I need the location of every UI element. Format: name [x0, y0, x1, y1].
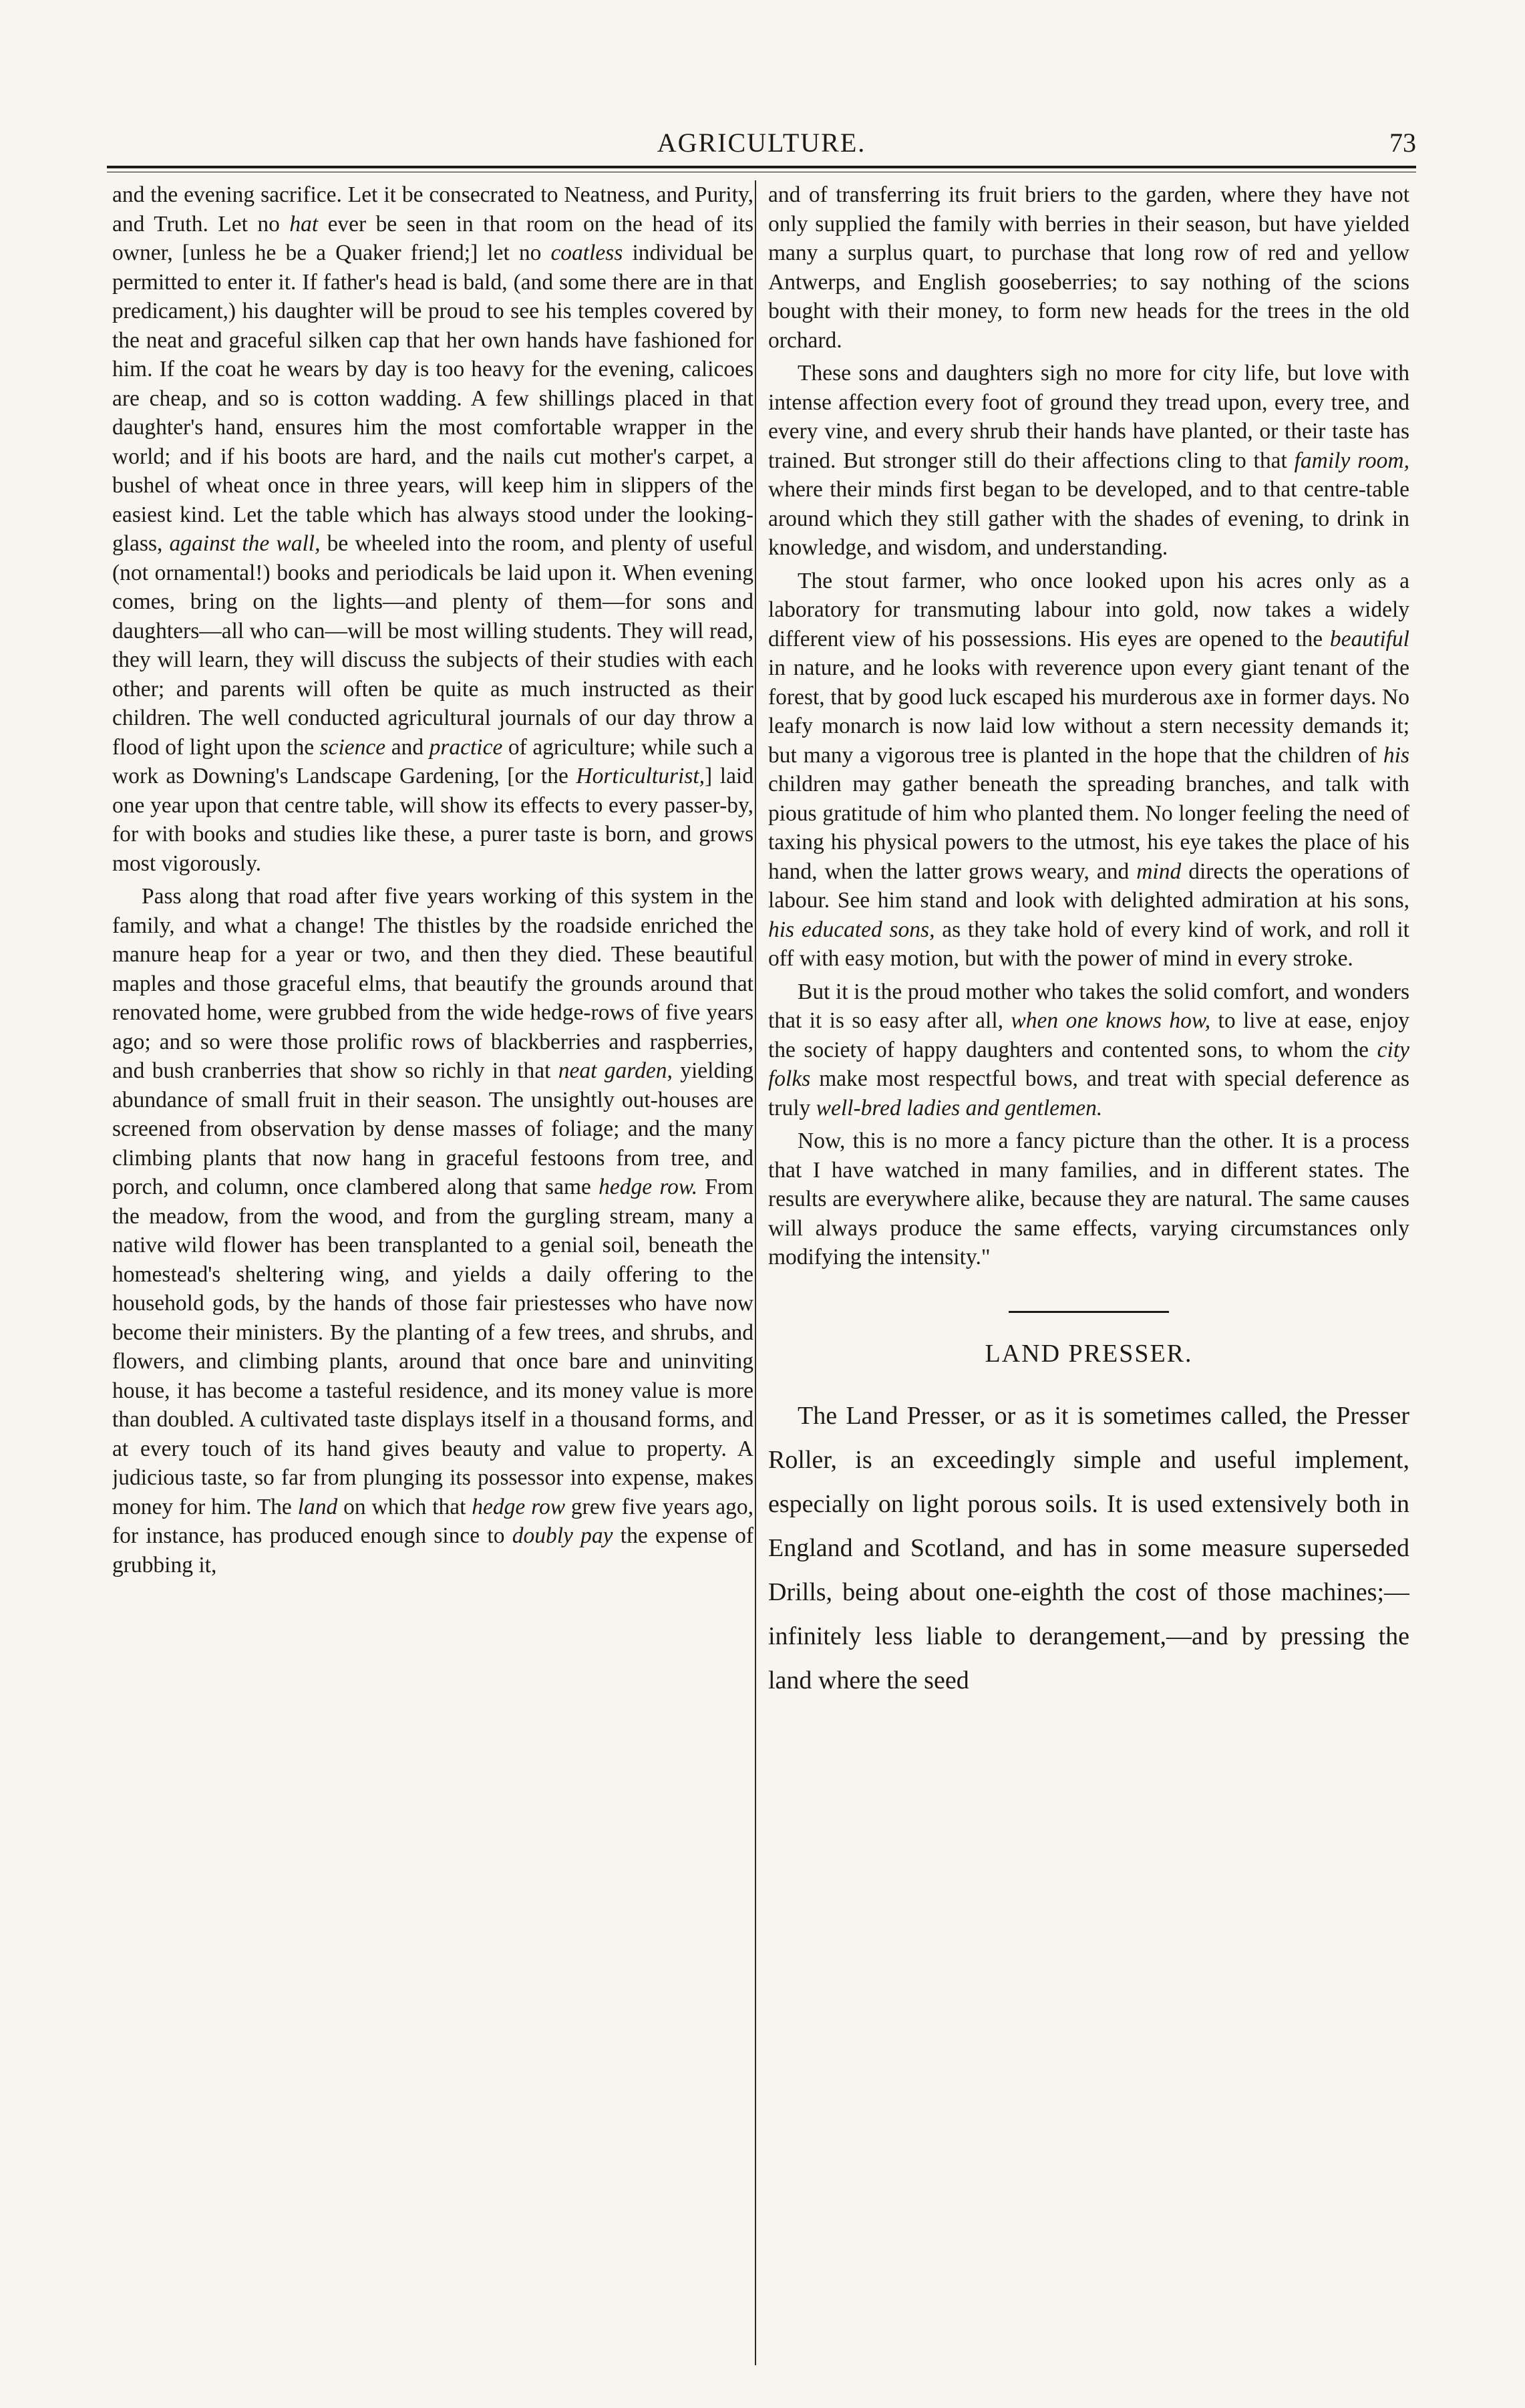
text-run: The Land Presser, or as it is sometimes called, the Presser Roller, is an exceedingly simple and useful implement, especially on light porous soils. It is used extensively both in England and Scotland, and has in some measure superseded Drills, being about one-eighth the cost of those machines;—infinitely less liable to derangement,—and by pressing the land where the seed — [768, 1402, 1409, 1694]
text-run: the expense of grubbing it, — [112, 1523, 753, 1577]
paragraph — [768, 1394, 1409, 1702]
italic-run: city folks — [768, 1037, 1409, 1091]
text-run: and of transferring its fruit briers to the garden, where they have not only supplied the family with berries in their season, but have yielded many a surplus quart, to purchase that long row of red and yellow Antwerps, and English gooseberries; to say nothing of the scions bought with their money, to form new heads for the trees in the old orchard. — [768, 182, 1409, 353]
text-run: These sons and daughters sigh no more for city life, but love with intense affection every foot of ground they tread upon, every tree, and every vine, and every shrub their hands have planted, or their taste has trained. But stronger still do their affections cling to that — [768, 361, 1409, 473]
text-run: Pass along that road after five years working of this system in the family, and what a change! The thistles by the roadside enriched the manure heap for a year or two, and then they died. These beautiful maples and those graceful elms, that beautify the grounds around that renovated home, were grubbed from the wide hedge-rows of five years ago; and so were those prolific rows of blackberries and raspberries, and bush cranberries that show so richly in that — [112, 884, 753, 1083]
text-run: grew five years ago, for instance, has produced enough since to — [112, 1494, 753, 1548]
italic-run: hat — [289, 211, 319, 237]
text-run: in nature, and he looks with reverence upon every giant tenant of the forest, that by good luck escaped his murderous axe in former days. No leafy monarch is now laid low without a stern necessity demands it; but many a vigorous tree is planted in the hope that the children of — [768, 655, 1409, 768]
text-run: to live at ease, enjoy the society of happy daughters and contented sons, to whom the — [768, 1008, 1409, 1062]
page-header — [107, 127, 1416, 167]
header-rule — [107, 166, 1416, 168]
italic-run: hedge row — [472, 1494, 566, 1519]
italic-run: practice — [429, 734, 503, 760]
running-head: AGRICULTURE. — [657, 128, 866, 158]
column-divider — [755, 180, 756, 2365]
text-run: From the meadow, from the wood, and from the gurgling stream, many a native wild flower has been transplanted to a genial soil, beneath the homestead's sheltering wing, and yields a daily offering to the household gods, by the hands of those fair priestesses who have now become their ministers. By the planting of a few trees, and shrubs, and flowers, and climbing plants, around that once bare and uninviting house, it has become a tasteful residence, and its money value is more than doubled. A cultivated taste displays itself in a thousand forms, and at every touch of its hand gives beauty and value to property. A judicious taste, so far from plunging its possessor into expense, makes money for him. The — [112, 1175, 753, 1519]
paragraph — [768, 977, 1409, 1123]
italic-run: his — [1383, 742, 1409, 768]
text-run: of agriculture; while such a work as Downing's Landscape Gardening, [or the — [112, 734, 753, 788]
italic-run: science — [319, 734, 386, 760]
paragraph — [112, 180, 753, 878]
text-run: ever be seen in that room on the head of its owner, [unless he be a Quaker friend;] let no — [112, 211, 753, 265]
page-number: 73 — [1389, 128, 1416, 158]
text-run: and the evening sacrifice. Let it be consecrated to Neatness, and Purity, and Truth. Let no — [112, 182, 753, 237]
text-run: directs the operations of labour. See him stand and look with delighted admiration at his sons, — [768, 859, 1409, 913]
text-run: be wheeled into the room, and plenty of useful (not ornamental!) books and periodicals be laid upon it. When evening comes, bring on the lights—and plenty of them—for sons and daughters—all who can—will be most willing students. They will read, they will learn, they will discuss the subjects of their studies with each other; and parents will often be quite as much instructed as their children. The well conducted agricultural journals of our day throw a flood of light upon the — [112, 531, 753, 760]
paragraph — [112, 882, 753, 1579]
text-run: individual be permitted to enter it. If father's head is bald, (and some there are in that predicament,) his daughter will be proud to see his temples covered by the neat and graceful silken cap that her own hands have fashioned for him. If the coat he wears by day is too heavy for the evening, calicoes are cheap, and so is cotton wadding. A few shillings placed in that daughter's hand, ensures him the most comfortable wrapper in the world; and if his boots are hard, and the nails cut mother's carpet, a bushel of wheat once in three years, will keep him in slippers of the easiest kind. Let the table which has always stood under the looking-glass, — [112, 241, 753, 556]
text-run: children may gather beneath the spreading branches, and talk with pious gratitude of him who planted them. No longer feeling the need of taxing his physical powers to the utmost, his eye takes the place of his hand, when the latter grows weary, and — [768, 772, 1409, 884]
italic-run: well-bred ladies and gentlemen. — [816, 1095, 1103, 1120]
italic-run: mind — [1136, 859, 1182, 884]
italic-run: family room, — [1294, 448, 1409, 473]
italic-run: against the wall, — [169, 531, 321, 556]
italic-run: Horticulturist, — [576, 764, 705, 788]
italic-run: land — [297, 1494, 338, 1519]
text-run: The stout farmer, who once looked upon his acres only as a laboratory for transmuting labour into gold, now takes a widely different view of his possessions. His eyes are opened to the — [768, 568, 1409, 651]
italic-run: his educated sons, — [768, 917, 935, 942]
section-title: LAND PRESSER. — [985, 1339, 1193, 1368]
section-divider — [1009, 1311, 1169, 1313]
italic-run: doubly pay — [512, 1523, 613, 1548]
right-column — [768, 180, 1409, 2365]
text-run: on which that — [337, 1494, 472, 1519]
text-run: ] laid one year upon that centre table, will show its effects to every passer-by, for with books and studies like these, a purer taste is born, and grows most vigorously. — [112, 764, 753, 876]
left-column — [112, 180, 753, 2365]
text-run: where their minds first began to be developed, and to that centre-table around which they still gather with the shades of evening, to drink in knowledge, and wisdom, and understanding. — [768, 477, 1409, 560]
text-run: and — [385, 734, 430, 760]
paragraph — [768, 567, 1409, 973]
paragraph — [768, 180, 1409, 355]
italic-run: coatless — [550, 241, 623, 265]
italic-run: hedge row. — [599, 1175, 698, 1199]
italic-run: neat garden, — [558, 1058, 673, 1083]
text-run: as they take hold of every kind of work, and roll it off with easy motion, but with the power of mind in every stroke. — [768, 917, 1409, 971]
text-run: Now, this is no more a fancy picture than the other. It is a process that I have watched in many families, and in different states. The results are everywhere alike, because they are natural. The same causes will always produce the same effects, varying circumstances only modifying the intensity." — [768, 1128, 1409, 1269]
paragraph — [768, 1126, 1409, 1272]
italic-run: when one knows how, — [1011, 1008, 1211, 1033]
paragraph — [768, 359, 1409, 563]
text-run: yielding abundance of small fruit in their season. The unsightly out-houses are screened from observation by dense masses of foliage; and the many climbing plants that now hang in graceful festoons from tree, and porch, and column, once clambered along that same — [112, 1058, 753, 1199]
text-run: But it is the proud mother who takes the solid comfort, and wonders that it is so easy after all, — [768, 979, 1409, 1033]
text-run: make most respectful bows, and treat with special deference as truly — [768, 1066, 1409, 1120]
italic-run: beautiful — [1329, 626, 1409, 651]
